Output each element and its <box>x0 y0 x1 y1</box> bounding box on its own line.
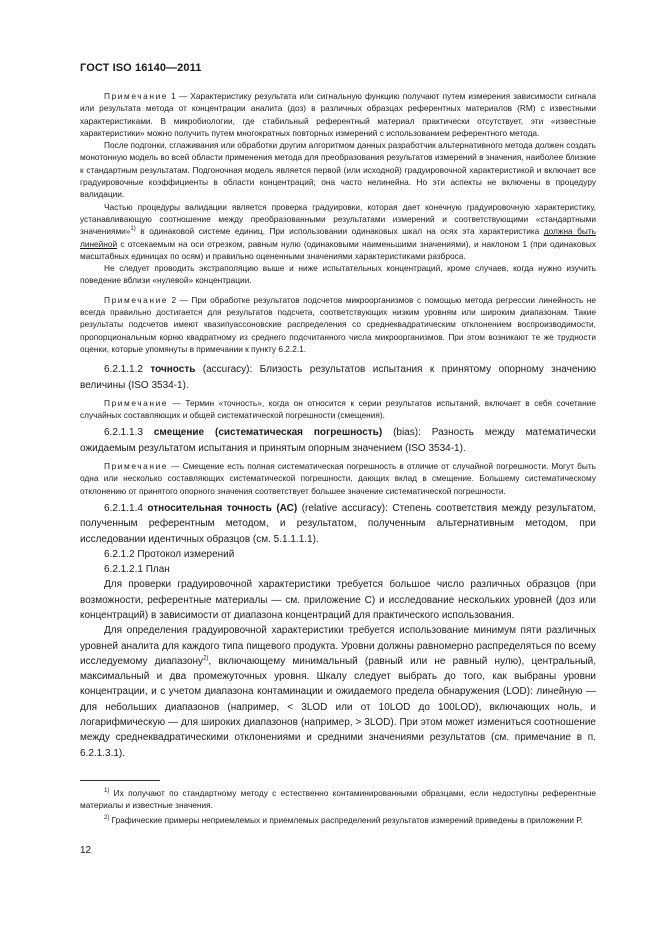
document-header: ГОСТ ISO 16140—2011 <box>80 62 202 74</box>
note-text: — Термин «точность», когда он относится к серии результатов испытаний, включает в себя сочетание случайных составляющих и общей систематической погрешности (смещения). <box>80 397 596 421</box>
footnote-mark: 1) <box>104 788 110 795</box>
page-number: 12 <box>80 845 92 856</box>
note-label: Примечание <box>104 294 169 305</box>
footnote-mark: 2) <box>104 815 110 822</box>
note-4-paragraph <box>80 460 596 497</box>
footnote-2 <box>80 814 596 826</box>
note-1-paragraph-3 <box>80 201 596 262</box>
footnote-text: Графические примеры неприемлемых и приемлемых распределений результатов измерений приведены в приложении Р. <box>109 815 583 825</box>
note-text: — Смещение есть полная систематическая погрешность в отличие от случайной погрешности. Могут быть одна или несколько составляющих систематической погрешности, дающих вклад в смещение. Большему систематическому отклонению от принятого опорного значения соответствует большее значение систематической погрешности. <box>80 461 596 496</box>
footnote-ref-2: 2) <box>203 655 209 662</box>
document-body <box>80 90 596 761</box>
clause-number: 6.2.1.1.3 <box>104 427 143 439</box>
note-label: Примечание <box>104 397 169 408</box>
term: точность <box>150 364 196 376</box>
clause-6-2-1-1-3 <box>80 425 596 456</box>
text-span: , включающему минимальный (равный или не равный нулю), центральный, максимальный и два промежуточных уровня. Шкалу следует выбрать до того, как выбраны уровни концентрации, и с учетом диапазона контаминации и ожидаемого предела обнаружения (LOD): линейную — для небольших диапазонов (например, < 3LOD или от 10LOD до 100LOD), включающих ноль, и логарифмическую — для широких диапазонов (например, > 3LOD). При этом может измениться соотношение между среднеквадратическими отклонениями и средними значениями результатов (см. примечание в п. 6.2.1.3.1). <box>80 655 596 759</box>
note-label: Примечание <box>104 461 169 472</box>
clause-6-2-1-1-2 <box>80 362 596 393</box>
note-label: Примечание <box>104 91 169 101</box>
footnotes <box>80 787 596 829</box>
underlined-text: должна быть линейной <box>80 226 596 249</box>
clause-6-2-1-2-1-heading: 6.2.1.2.1 План <box>104 564 170 576</box>
clause-6-2-1-1-4 <box>80 501 596 547</box>
note-text: 1 — Характеристику результата или сигнальную функцию получают путем измерения зависимости сигнала или результата метода от концентрации аналита (доз) в различных образцах референтных материалов (RM) с известными характеристиками. В микробиологии, где стабильный референтный материал практически отсутствует, эти «известные характеристики» можно получить путем многократных повторных измерений с использованием референтного метода. <box>80 91 596 138</box>
clause-number: 6.2.1.1.2 <box>104 364 143 376</box>
definition: (relative accuracy): Степень соответствия между результатом, полученным референтным методом, и результатом, полученным альтернативным методом, при исследовании идентичных образцов (см. 5.1.1.1.1). <box>80 502 597 545</box>
footnote-ref-1: 1) <box>130 226 136 233</box>
definition: (accuracy): Близость результатов испытания к принятому опорному значению величины (ISO 3534-1). <box>80 364 596 391</box>
plan-paragraph-1: Для проверки градуировочной характеристики требуется большое число различных образцов (при возможности, референтные материалы — см. приложение С) и исследование нескольких уровней (доз или концентраций) в зависимости от диапазона концентраций для практического использования. <box>80 579 596 621</box>
text-span: Для определения градуировочной характеристики требуется использование минимум пяти различных уровней аналита для каждого типа пищевого продукта. Уровни должны равномерно распределяться по всему исследуемому диапазону <box>80 625 596 667</box>
text-span: с отсекаемым на оси отрезком, равным нулю (одинаковыми наименьшими значениями), и наклоном 1 (при одинаковых масштабных единицах по осям) и правильно оцененными значениями характеристиками разброса. <box>80 238 596 261</box>
note-1-paragraph-2: После подгонки, сглаживания или обработки другим алгоритмом данных разработчик альтернативного метода должен создать монотонную модель во всей области применения метода для преобразования результатов измерений в значения, наиболее близкие к стандартным результатам. Подгоночная модель является первой (или исходной) градуировочной характеристикой и включает все градуировочные коэффициенты в области концентраций; она часто нелинейна. Но эти аспекты не включены в процедуру валидации. <box>80 140 596 200</box>
note-3-paragraph <box>80 397 596 422</box>
footnote-1 <box>80 787 596 811</box>
text-span: в одинаковой системе единиц. При использовании одинаковых шкал на осях эта характеристика <box>135 226 544 237</box>
term: относительная точность (АС) <box>147 502 298 514</box>
clause-number: 6.2.1.1.4 <box>104 502 143 514</box>
note-text: 2 — При обработке результатов подсчетов микроорганизмов с помощью метода регрессии линейность не всегда правильно достигается для результатов подсчета, соответствующих низким уровням или широким диапазонам. Такие результаты подсчетов имеют квазипуассоновские распределения со среднеквадратическим отклонением воспроизводимости, пропорциональным корню квадратному из среднего подсчитанного числа микроорганизмов. При этом возникают те же трудности оценки, которые упомянуты в примечании к пункту 6.2.2.1. <box>80 294 596 354</box>
footnote-text: Их получают по стандартному методу с естественно контаминированными образцами, если недоступны референтные материалы и известные значения. <box>80 788 596 810</box>
definition: (bias): Разность между математически ожидаемым результатом испытания и принятым опорным значением (ISO 3534-1). <box>80 427 596 454</box>
note-1-paragraph-1 <box>80 90 596 139</box>
clause-6-2-1-2-heading: 6.2.1.2 Протокол измерений <box>104 548 235 560</box>
footnote-separator <box>80 780 160 781</box>
term: смещение (систематическая погрешность) <box>153 427 383 439</box>
note-1-paragraph-4: Не следует проводить экстраполяцию выше и ниже испытательных концентраций, кроме случаев, когда нужно изучить поведение вблизи «нулевой» концентрации. <box>80 263 596 286</box>
text-span: Частью процедуры валидации является проверка градуировки, которая дает конечную градуировочную характеристику, устанавливающую соотношение между преобразованными результатами измерений и соответствующими «стандартными значениями» <box>80 201 596 237</box>
plan-paragraph-2 <box>80 623 596 761</box>
note-2-paragraph <box>80 294 596 355</box>
